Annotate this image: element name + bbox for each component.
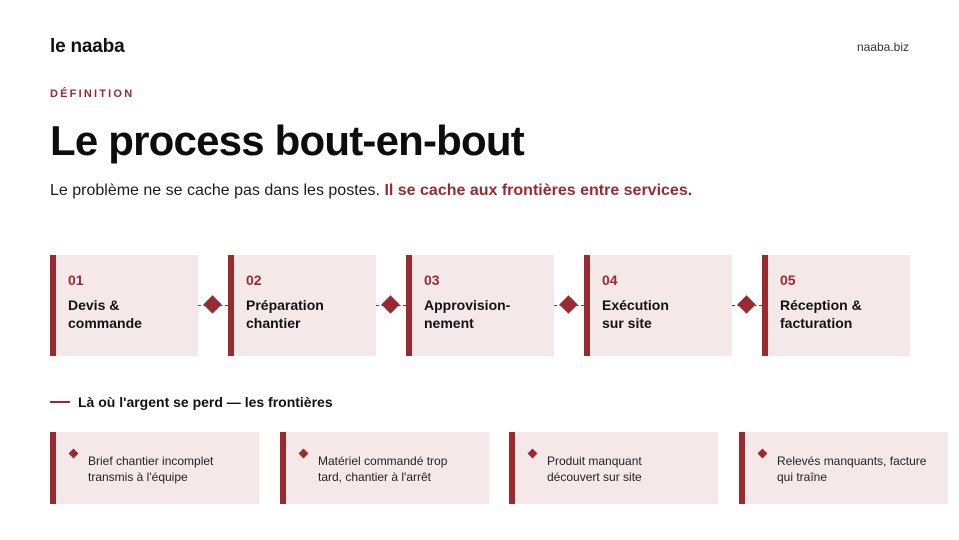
frontier-text: Produit manquant découvert sur site xyxy=(547,454,642,484)
frontier-text: Matériel commandé trop tard, chantier à l'arrêt xyxy=(318,454,448,484)
process-step-4 xyxy=(584,255,732,356)
step-number: 04 xyxy=(602,272,618,288)
frontier-card-1 xyxy=(50,432,259,504)
frontiers-heading xyxy=(50,394,333,410)
frontier-text: Brief chantier incomplet transmis à l'équipe xyxy=(88,454,214,484)
process-step-1 xyxy=(50,255,198,356)
process-step-5 xyxy=(762,255,910,356)
step-connector-1 xyxy=(198,305,228,306)
step-label: Exécution sur site xyxy=(602,297,669,331)
step-number: 01 xyxy=(68,272,84,288)
step-number: 05 xyxy=(780,272,796,288)
step-label: Préparation chantier xyxy=(246,297,324,331)
step-connector-3 xyxy=(554,305,584,306)
diamond-icon xyxy=(737,295,755,313)
step-label: Approvision- nement xyxy=(424,297,511,331)
diamond-icon xyxy=(203,295,221,313)
diamond-icon xyxy=(758,449,768,459)
diamond-icon xyxy=(528,449,538,459)
diamond-icon xyxy=(559,295,577,313)
process-steps xyxy=(50,255,910,356)
site-url[interactable]: naaba.biz xyxy=(856,40,909,54)
brand-logo-text: le naaba xyxy=(50,36,125,57)
section-eyebrow: DÉFINITION xyxy=(50,88,135,100)
process-step-3 xyxy=(406,255,554,356)
frontiers-heading-label: Là où l'argent se perd — les frontières xyxy=(78,394,333,410)
frontier-cards xyxy=(50,432,950,504)
process-step-2 xyxy=(228,255,376,356)
frontier-card-2 xyxy=(280,432,489,504)
step-connector-2 xyxy=(376,305,406,306)
diamond-icon xyxy=(381,295,399,313)
subtitle xyxy=(50,182,692,200)
page-title: Le process bout-en-bout xyxy=(50,117,524,164)
diamond-icon xyxy=(69,449,79,459)
subtitle-plain: Le problème ne se cache pas dans les postes. xyxy=(50,182,385,199)
step-number: 03 xyxy=(424,272,440,288)
step-label: Réception & facturation xyxy=(780,297,862,331)
subtitle-emphasis: Il se cache aux frontières entre services. xyxy=(384,182,693,199)
frontier-card-4 xyxy=(739,432,948,504)
step-number: 02 xyxy=(246,272,262,288)
frontier-text: Relevés manquants, facture qui traîne xyxy=(777,454,927,484)
heading-rule xyxy=(50,401,70,403)
step-label: Devis & commande xyxy=(68,297,142,331)
step-connector-4 xyxy=(732,305,762,306)
frontier-card-3 xyxy=(509,432,718,504)
diamond-icon xyxy=(299,449,309,459)
